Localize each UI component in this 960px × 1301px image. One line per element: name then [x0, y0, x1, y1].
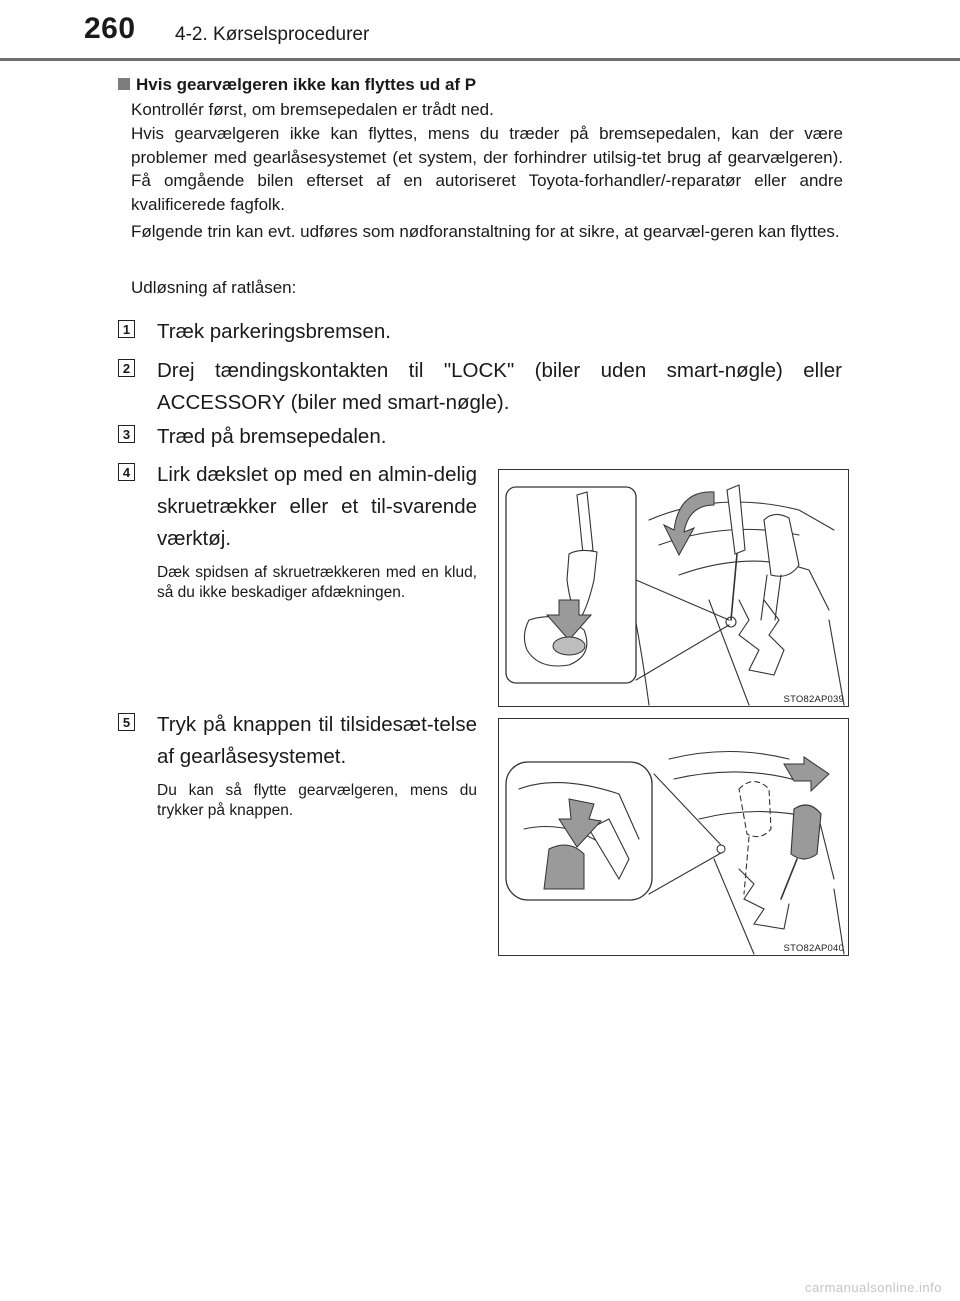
figure-shift-lock-override [498, 718, 849, 956]
figure-code: STO82AP040 [783, 943, 844, 954]
subsection-heading-text: Hvis gearvælgeren ikke kan flyttes ud af P [136, 75, 477, 94]
step-1-text: Træk parkeringsbremsen. [157, 320, 391, 343]
step-3-text: Træd på bremsepedalen. [157, 425, 387, 448]
step-number-badge: 1 [118, 320, 135, 338]
step-number-badge: 2 [118, 359, 135, 377]
page-number: 260 [84, 12, 136, 45]
square-bullet-icon [118, 78, 130, 90]
step-number-badge: 3 [118, 425, 135, 443]
step-number-badge: 4 [118, 463, 135, 481]
subsection-heading [118, 75, 476, 95]
pry-cover-illustration [499, 470, 849, 707]
release-label: Udløsning af ratlåsen: [131, 278, 297, 297]
header-divider [0, 58, 960, 61]
step-5-text: Tryk på knappen til tilsidesæt-telse af gearlåsesystemet. [157, 713, 477, 768]
watermark: carmanualsonline.info [805, 1280, 942, 1295]
step-number-badge: 5 [118, 713, 135, 731]
intro-paragraph-2: Hvis gearvælgeren ikke kan flyttes, mens du træder på bremsepedalen, kan der være problemer med gearlåsesystemet (et system, der forhindrer utilsig-tet brug af gearvælgeren). Få omgående bilen efterset af en autoriseret Toyota-forhandler/-reparatør eller andre kvalificerede fagfolk. [131, 124, 843, 214]
intro-paragraph-3: Følgende trin kan evt. udføres som nødforanstaltning for at sikre, at gearvæl-geren kan flyttes. [131, 222, 840, 241]
shift-lock-illustration [499, 719, 849, 956]
figure-pry-cover [498, 469, 849, 707]
step-2-text: Drej tændingskontakten til "LOCK" (biler uden smart-nøgle) eller ACCESSORY (biler med smart-nøgle). [157, 359, 842, 414]
step-5-note: Du kan så flytte gearvælgeren, mens du trykker på knappen. [157, 782, 477, 819]
figure-code: STO82AP039 [783, 694, 844, 705]
section-title: 4-2. Kørselsprocedurer [175, 24, 370, 45]
intro-paragraph-1: Kontrollér først, om bremsepedalen er trådt ned. [131, 100, 494, 119]
step-4-text: Lirk dækslet op med en almin-delig skruetrækker eller et til-svarende værktøj. [157, 463, 477, 550]
step-4-note: Dæk spidsen af skruetrækkeren med en klud, så du ikke beskadiger afdækningen. [157, 564, 477, 601]
